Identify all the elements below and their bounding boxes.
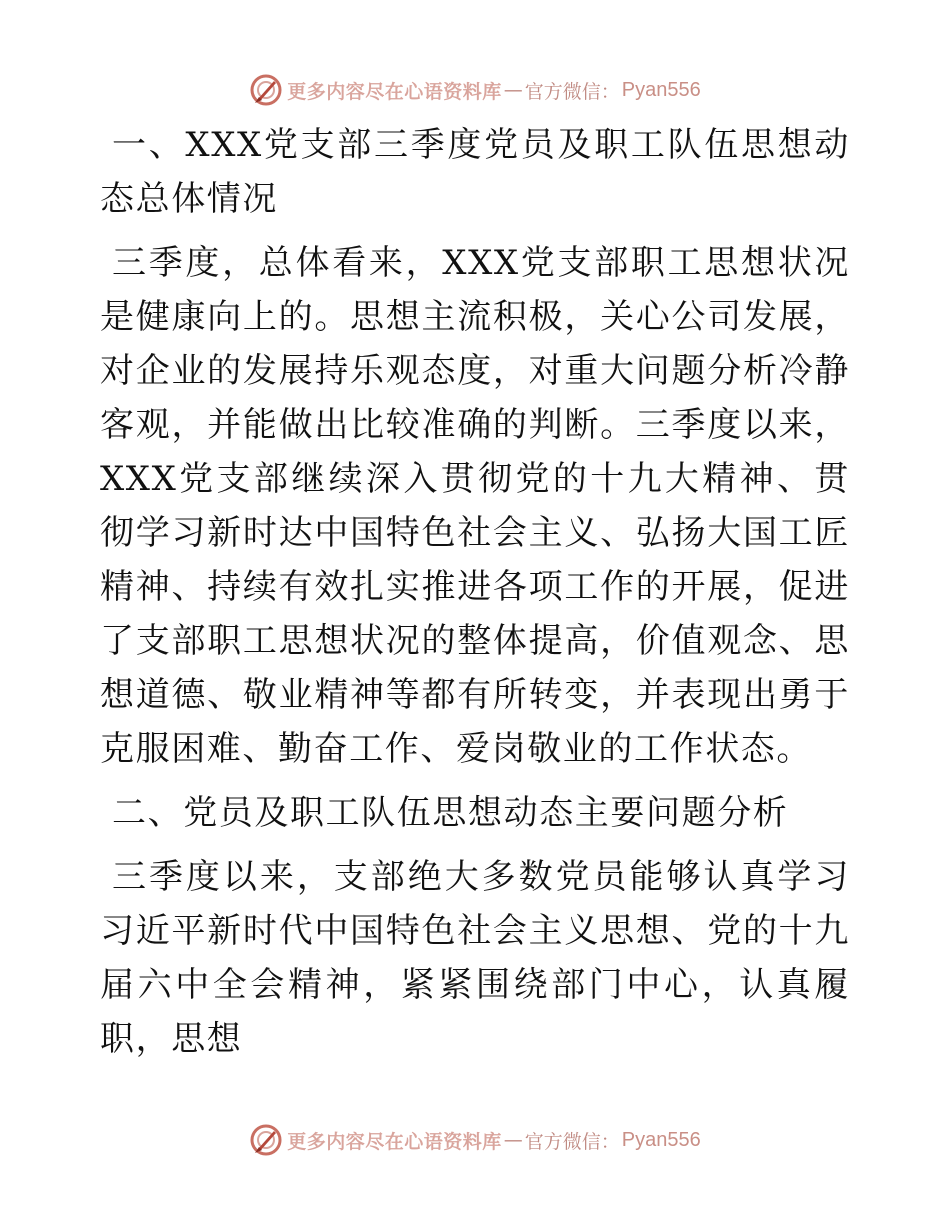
logo-icon (249, 73, 283, 107)
watermark-text: 更多内容尽在心语资料库 (287, 1130, 502, 1153)
watermark-separator: — (503, 79, 523, 101)
body-paragraph-2: 三季度以来，支部绝大多数党员能够认真学习习近平新时代中国特色社会主义思想、党的十九届六中全会精神，紧紧围绕部门中心，认真履职，思想 (100, 857, 850, 1059)
footer-watermark (0, 1120, 950, 1160)
watermark-label: 官方微信： (524, 1130, 620, 1153)
document-body (100, 118, 850, 1066)
watermark-wechat-id: Pyan556 (621, 78, 701, 101)
watermark-wechat-id: Pyan556 (621, 1128, 701, 1151)
section-heading-2: 二、党员及职工队伍思想动态主要问题分析 (112, 793, 789, 833)
watermark-text: 更多内容尽在心语资料库 (287, 80, 502, 103)
header-watermark (0, 70, 950, 110)
logo-icon (249, 1123, 283, 1157)
watermark-separator: — (503, 1129, 523, 1151)
watermark-label: 官方微信： (524, 80, 620, 103)
body-paragraph-1: 三季度，总体看来，XXX党支部职工思想状况是健康向上的。思想主流积极，关心公司发展，对企业的发展持乐观态度，对重大问题分析冷静客观，并能做出比较准确的判断。三季度以来，XXX党支部继续深入贯彻党的十九大精神、贯彻学习新时达中国特色社会主义、弘扬大国工匠精神、持续有效扎实推进各项工作的开展，促进了支部职工思想状况的整体提高，价值观念、思想道德、敬业精神等都有所转变，并表现出勇于克服困难、勤奋工作、爱岗敬业的工作状态。 (100, 243, 850, 769)
section-heading-1: 一、XXX党支部三季度党员及职工队伍思想动态总体情况 (100, 125, 850, 219)
